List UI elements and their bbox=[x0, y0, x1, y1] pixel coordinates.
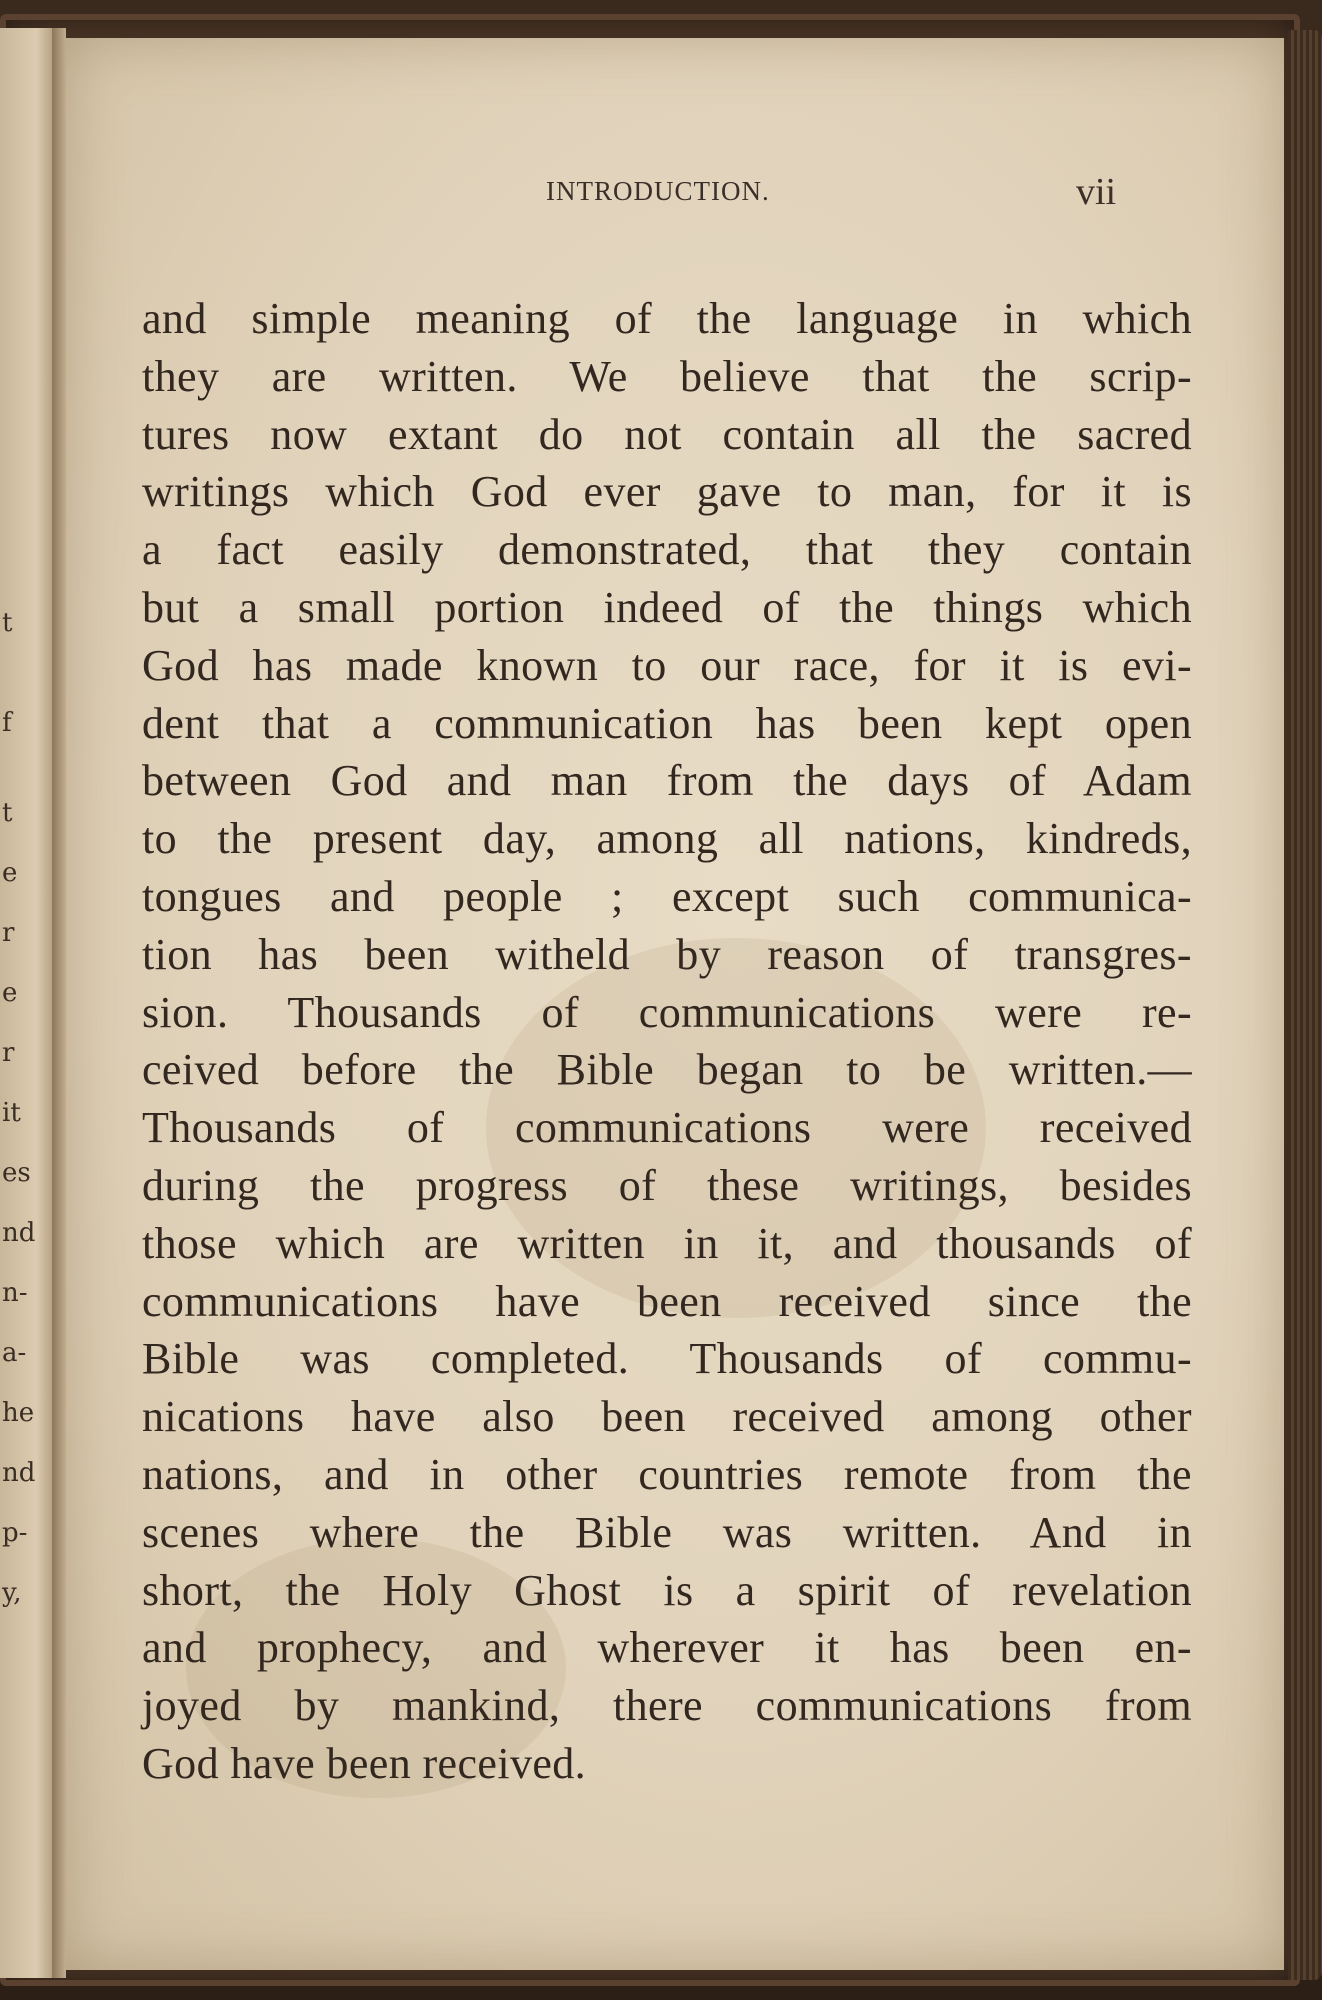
left-page-fragment: es bbox=[2, 1158, 31, 1188]
text-line: those which are written in it, and thousands of bbox=[142, 1218, 1192, 1268]
page-number: vii bbox=[1076, 171, 1117, 213]
left-page-fragment: f bbox=[2, 708, 12, 738]
left-page-fragment: t bbox=[2, 798, 13, 828]
text-line: dent that a communication has been kept open bbox=[142, 698, 1192, 748]
text-line: God have been received. bbox=[142, 1738, 587, 1788]
left-page-fragment: a- bbox=[2, 1338, 27, 1368]
left-page-fragment: p- bbox=[2, 1518, 28, 1548]
text-line: between God and man from the days of Adam bbox=[142, 756, 1192, 806]
right-page bbox=[66, 38, 1284, 1970]
text-line: scenes where the Bible was written. And in bbox=[142, 1507, 1192, 1557]
left-page-fragment: y, bbox=[2, 1578, 22, 1608]
book-cover-edge bbox=[1288, 30, 1322, 1980]
text-line: ceived before the Bible began to be written.— bbox=[142, 1045, 1192, 1095]
text-line: but a small portion indeed of the things which bbox=[142, 582, 1192, 632]
left-page-fragment: e bbox=[2, 978, 18, 1008]
left-facing-page bbox=[0, 28, 52, 1978]
text-line: tures now extant do not contain all the sacred bbox=[142, 409, 1192, 459]
left-page-fragment: nd bbox=[2, 1458, 36, 1488]
left-page-fragment: t bbox=[2, 608, 13, 638]
text-line: communications have been received since the bbox=[142, 1276, 1192, 1326]
text-line: writings which God ever gave to man, for it is bbox=[142, 467, 1192, 517]
text-line: short, the Holy Ghost is a spirit of revelation bbox=[142, 1565, 1192, 1615]
text-line: nications have also been received among other bbox=[142, 1392, 1192, 1442]
text-line: Thousands of communications were received bbox=[142, 1103, 1192, 1153]
left-page-fragment: n- bbox=[2, 1278, 28, 1308]
text-line: joyed by mankind, there communications from bbox=[142, 1681, 1192, 1731]
text-line: and simple meaning of the language in which bbox=[142, 294, 1192, 343]
text-line: they are written. We believe that the scrip- bbox=[142, 351, 1192, 401]
left-page-fragment: r bbox=[2, 918, 15, 948]
text-line: to the present day, among all nations, kindreds, bbox=[142, 814, 1192, 864]
text-line: tion has been witheld by reason of transgres- bbox=[142, 929, 1192, 979]
text-line: tongues and people ; except such communica- bbox=[142, 871, 1192, 921]
left-page-fragment: r bbox=[2, 1038, 15, 1068]
text-line: and prophecy, and wherever it has been en- bbox=[142, 1623, 1192, 1673]
left-page-fragment: nd bbox=[2, 1218, 36, 1248]
book-gutter bbox=[52, 28, 66, 1978]
text-line: a fact easily demonstrated, that they contain bbox=[142, 525, 1192, 575]
text-line: during the progress of these writings, besides bbox=[142, 1160, 1192, 1210]
body-text bbox=[142, 290, 1192, 1793]
left-page-fragment: he bbox=[2, 1398, 35, 1428]
left-page-fragment: it bbox=[2, 1098, 21, 1128]
left-page-text-fragments bbox=[2, 28, 36, 1978]
text-line: God has made known to our race, for it is evi- bbox=[142, 640, 1192, 690]
text-line: nations, and in other countries remote from the bbox=[142, 1449, 1192, 1499]
running-head bbox=[66, 171, 1284, 216]
text-line: sion. Thousands of communications were re- bbox=[142, 987, 1192, 1037]
left-page-fragment: e bbox=[2, 858, 18, 888]
running-head-title: INTRODUCTION. bbox=[546, 176, 770, 206]
text-line: Bible was completed. Thousands of commu- bbox=[142, 1334, 1192, 1384]
